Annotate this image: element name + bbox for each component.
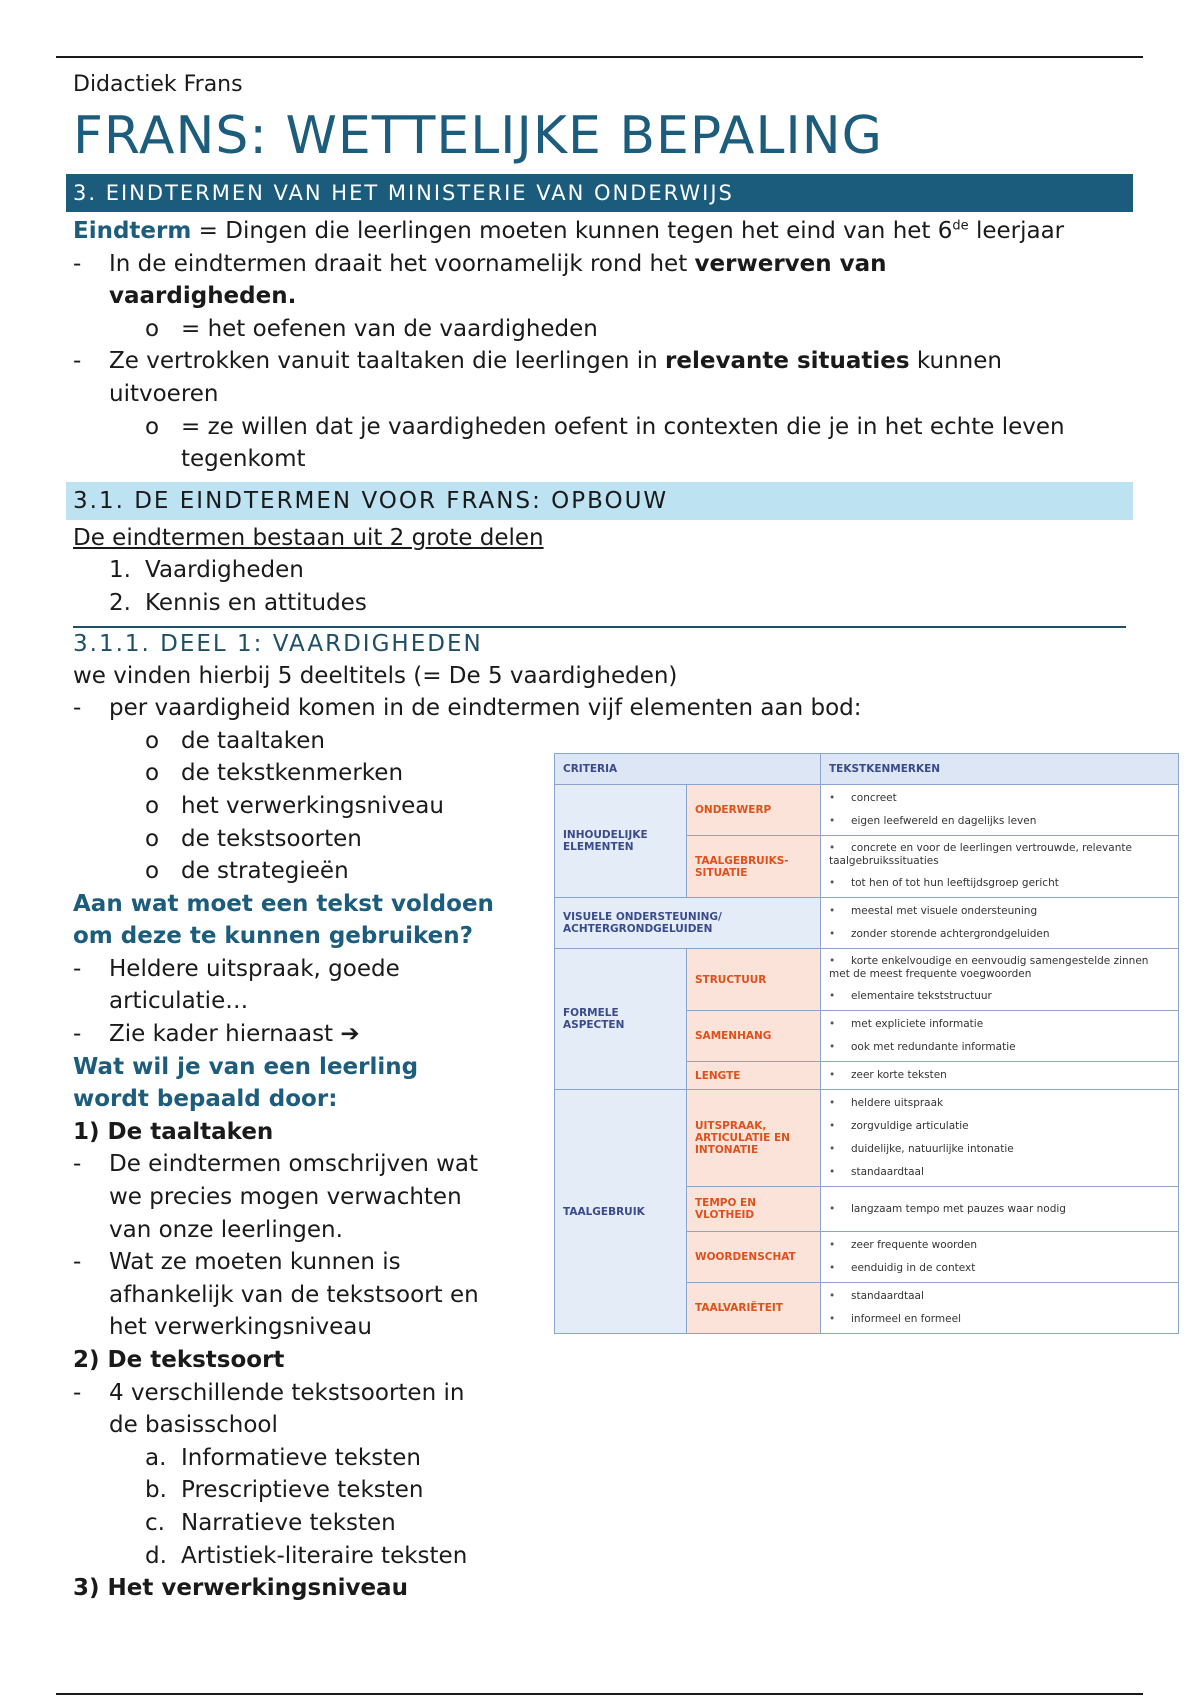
desc-line: [829, 1234, 1170, 1257]
table-row: [555, 949, 1179, 1011]
desc-text: eenduidig in de context: [851, 1262, 976, 1274]
bullet-dot: •: [829, 928, 836, 940]
bullet-text-end: kunnen: [909, 348, 1002, 375]
letter-marker: a.: [145, 1444, 167, 1471]
sub-tempo: TEMPO EN VLOTHEID: [687, 1187, 821, 1232]
text-type-item: [73, 1474, 533, 1507]
element-text: de taaltaken: [181, 727, 325, 754]
dash-marker: -: [73, 955, 82, 982]
dash-marker: -: [73, 695, 82, 722]
section-3-1-intro: De eindtermen bestaan uit 2 grote delen: [73, 524, 544, 551]
text-type-item: [73, 1507, 533, 1540]
sub-bullet-oefenen: [73, 313, 1133, 346]
bullet-dot: •: [829, 1166, 836, 1178]
letter-marker: b.: [145, 1477, 167, 1504]
bullet-text-cont: het verwerkingsniveau: [109, 1314, 372, 1341]
desc-line: [829, 923, 1170, 946]
bullet-text: De eindtermen omschrijven wat: [109, 1151, 479, 1178]
list-number: 1.: [109, 557, 131, 584]
bullet-text-cont: de basisschool: [109, 1412, 278, 1439]
desc-line: [829, 810, 1170, 833]
desc-woordenschat: [821, 1232, 1179, 1283]
header-tekstkenmerken: TEKSTKENMERKEN: [821, 754, 1179, 785]
element-text: de tekstkenmerken: [181, 760, 404, 787]
question-heading-2: [73, 1051, 533, 1116]
desc-line: [829, 787, 1170, 810]
question-line: wordt bepaald door:: [73, 1086, 338, 1113]
sub-situatie: TAALGEBRUIKS-SITUATIE: [687, 836, 821, 898]
bullet-text: Heldere uitspraak, goede: [109, 955, 400, 982]
bullet-dot: •: [829, 1069, 836, 1081]
desc-line: [829, 1161, 1170, 1184]
bullet-uitspraak: [73, 953, 533, 1018]
desc-line: [829, 872, 1170, 895]
bullet-bold: relevante situaties: [665, 348, 910, 375]
criteria-table: [554, 753, 1179, 1334]
desc-text: zeer frequente woorden: [851, 1239, 978, 1251]
table-row: [555, 785, 1179, 836]
bullet-text-cont: afhankelijk van de tekstsoort en: [109, 1281, 479, 1308]
desc-text: zeer korte teksten: [851, 1069, 947, 1081]
table-row: [555, 1090, 1179, 1187]
desc-line: [829, 1092, 1170, 1115]
sub-woordenschat: WOORDENSCHAT: [687, 1232, 821, 1283]
dash-marker: -: [73, 1379, 82, 1406]
desc-text: tot hen of tot hun leeftijdsgroep gericht: [851, 877, 1059, 889]
desc-lengte: [821, 1062, 1179, 1090]
section-3-heading: 3. EINDTERMEN VAN HET MINISTERIE VAN ONDERWIJS: [66, 174, 1133, 212]
bullet-omschrijven: [73, 1148, 533, 1246]
bullet-zie-kader: [73, 1018, 533, 1051]
bullet-dot: •: [829, 1097, 836, 1109]
section-3-1-1-heading: 3.1.1. DEEL 1: VAARDIGHEDEN: [73, 626, 1126, 660]
desc-text: zorgvuldige articulatie: [851, 1120, 969, 1132]
eindterm-definition: [73, 215, 1133, 248]
bottom-rule: [56, 1693, 1143, 1695]
left-column: [73, 888, 533, 1605]
bullet-text-cont: van onze leerlingen.: [109, 1216, 343, 1243]
course-name: Didactiek Frans: [73, 72, 243, 97]
sub-onderwerp: ONDERWERP: [687, 785, 821, 836]
desc-line: [829, 838, 1170, 872]
desc-text: informeel en formeel: [851, 1313, 961, 1325]
bullet-dot: •: [829, 1018, 836, 1030]
dash-marker: -: [73, 348, 82, 375]
bullet-bold: verwerven van: [694, 250, 887, 277]
desc-line: [829, 1138, 1170, 1161]
page-title: FRANS: WETTELIJKE BEPALING: [73, 106, 883, 166]
desc-line: [829, 985, 1170, 1008]
bullet-dot: •: [829, 905, 836, 917]
dash-marker: -: [73, 1249, 82, 1276]
dash-marker: -: [73, 1151, 82, 1178]
top-rule: [56, 56, 1143, 58]
desc-tempo: [821, 1187, 1179, 1232]
bullet-situaties: [73, 345, 1133, 410]
text-type-text: Artistiek-literaire teksten: [181, 1542, 468, 1569]
list-item-text: Kennis en attitudes: [145, 589, 367, 616]
question-heading-1: [73, 888, 533, 953]
desc-text: concreet: [851, 792, 897, 804]
sub-marker: o: [145, 792, 160, 819]
sub-structuur: STRUCTUUR: [687, 949, 821, 1011]
section-3-1-1-intro: we vinden hierbij 5 deeltitels (= De 5 vaardigheden): [73, 662, 678, 689]
bullet-text: Wat ze moeten kunnen is: [109, 1249, 401, 1276]
desc-text: langzaam tempo met pauzes waar nodig: [851, 1202, 1066, 1215]
text-type-item: [73, 1442, 533, 1475]
bullet-dot: •: [829, 877, 836, 889]
bullet-dot: •: [829, 1290, 836, 1302]
definition-text-end: leerjaar: [968, 218, 1065, 244]
text-type-item: [73, 1540, 533, 1573]
bullet-vaardigheden: [73, 248, 1133, 313]
desc-line: [829, 1198, 1170, 1221]
bullet-tekstsoorten: [73, 1377, 533, 1442]
desc-uitspraak: [821, 1090, 1179, 1187]
desc-structuur: [821, 949, 1179, 1011]
bullet-dot: •: [829, 1120, 836, 1132]
element-text: de tekstsoorten: [181, 825, 362, 852]
bullet-text-cont: articulatie…: [109, 988, 249, 1015]
desc-text: met expliciete informatie: [851, 1018, 984, 1030]
bullet-text-cont: uitvoeren: [109, 380, 219, 407]
bullet-dot: •: [829, 842, 836, 854]
sub-samenhang: SAMENHANG: [687, 1011, 821, 1062]
desc-line: [829, 1013, 1170, 1036]
sub-marker: o: [145, 413, 160, 440]
bullet-dot: •: [829, 815, 836, 827]
bullet-dot: •: [829, 1202, 836, 1215]
bullet-dot: •: [829, 1239, 836, 1251]
element-text: de strategieën: [181, 858, 349, 885]
bullet-dot: •: [829, 1041, 836, 1053]
sub-bullet-text: = het oefenen van de vaardigheden: [181, 315, 598, 342]
bullet-text: Zie kader hiernaast ➔: [109, 1021, 360, 1048]
list-item: [73, 587, 1133, 620]
bullet-text: In de eindtermen draait het voornamelijk rond het: [109, 250, 695, 277]
desc-onderwerp: [821, 785, 1179, 836]
sub-marker: o: [145, 858, 160, 885]
bullet-elementen: [73, 692, 1133, 725]
category-inhoud: INHOUDELIJKE ELEMENTEN: [555, 785, 687, 898]
bullet-text: Ze vertrokken vanuit taaltaken die leerlingen in: [109, 348, 666, 375]
desc-text: standaardtaal: [851, 1166, 924, 1178]
desc-text: heldere uitspraak: [851, 1097, 944, 1109]
category-formeel: FORMELE ASPECTEN: [555, 949, 687, 1090]
sub-taalvarieteit: TAALVARIËTEIT: [687, 1283, 821, 1334]
desc-text: zonder storende achtergrondgeluiden: [851, 928, 1050, 940]
list-number: 2.: [109, 589, 131, 616]
sub-marker: o: [145, 727, 160, 754]
question-line: om deze te kunnen gebruiken?: [73, 923, 473, 950]
text-type-text: Informatieve teksten: [181, 1444, 421, 1471]
table-header-row: [555, 754, 1179, 785]
desc-text: duidelijke, natuurlijke intonatie: [851, 1143, 1014, 1155]
desc-line: [829, 1257, 1170, 1280]
text-type-text: Prescriptieve teksten: [181, 1477, 424, 1504]
desc-line: [829, 1036, 1170, 1059]
desc-taalvarieteit: [821, 1283, 1179, 1334]
desc-samenhang: [821, 1011, 1179, 1062]
sub-marker: o: [145, 315, 160, 342]
dash-marker: -: [73, 1021, 82, 1048]
bullet-dot: •: [829, 1313, 836, 1325]
table-row: [555, 898, 1179, 949]
list-item: [73, 554, 1133, 587]
bullet-text-cont: we precies mogen verwachten: [109, 1184, 462, 1211]
section-3-1-heading: 3.1. DE EINDTERMEN VOOR FRANS: OPBOUW: [66, 482, 1133, 520]
sub-uitspraak: UITSPRAAK, ARTICULATIE EN INTONATIE: [687, 1090, 821, 1187]
letter-marker: d.: [145, 1542, 167, 1569]
bullet-dot: •: [829, 792, 836, 804]
desc-line: [829, 1115, 1170, 1138]
question-line: Aan wat moet een tekst voldoen: [73, 890, 494, 917]
sub-bullet-text-cont: tegenkomt: [181, 446, 306, 473]
letter-marker: c.: [145, 1509, 165, 1536]
header-criteria: CRITERIA: [555, 754, 821, 785]
desc-text: standaardtaal: [851, 1290, 924, 1302]
sub-marker: o: [145, 825, 160, 852]
desc-text: meestal met visuele ondersteuning: [851, 905, 1038, 917]
category-visueel: VISUELE ONDERSTEUNING/ ACHTERGRONDGELUIDEN: [555, 898, 821, 949]
sub-lengte: LENGTE: [687, 1062, 821, 1090]
category-taal: TAALGEBRUIK: [555, 1090, 687, 1334]
sub-bullet-text: = ze willen dat je vaardigheden oefent in contexten die je in het echte leven: [181, 413, 1065, 440]
sub-bullet-contexten: [73, 411, 1133, 476]
definition-sup: de: [952, 218, 969, 234]
desc-visueel: [821, 898, 1179, 949]
list-item-text: Vaardigheden: [145, 557, 304, 584]
desc-line: [829, 1285, 1170, 1308]
desc-text: concrete en voor de leerlingen vertrouwde, relevante taalgebruikssituaties: [829, 842, 1132, 867]
desc-text: ook met redundante informatie: [851, 1041, 1016, 1053]
desc-text: elementaire tekststructuur: [851, 990, 992, 1002]
bullet-dot: •: [829, 1143, 836, 1155]
question-line: Wat wil je van een leerling: [73, 1053, 419, 1080]
bullet-dot: •: [829, 1262, 836, 1274]
desc-text: eigen leefwereld en dagelijks leven: [851, 815, 1037, 827]
bullet-dot: •: [829, 990, 836, 1002]
definition-term: Eindterm: [73, 218, 192, 244]
bullet-text: per vaardigheid komen in de eindtermen vijf elementen aan bod:: [109, 695, 862, 722]
desc-text: korte enkelvoudige en eenvoudig samengestelde zinnen met de meest frequente voegwoorden: [829, 955, 1149, 980]
desc-line: [829, 1308, 1170, 1331]
desc-line: [829, 951, 1170, 985]
sub-marker: o: [145, 760, 160, 787]
bullet-dot: •: [829, 955, 836, 967]
point-3-heading: 3) Het verwerkingsniveau: [73, 1575, 408, 1602]
element-text: het verwerkingsniveau: [181, 792, 444, 819]
point-2-heading: 2) De tekstsoort: [73, 1347, 285, 1373]
desc-line: [829, 900, 1170, 923]
dash-marker: -: [73, 250, 82, 277]
point-1-heading: 1) De taaltaken: [73, 1118, 274, 1145]
bullet-afhankelijk: [73, 1246, 533, 1344]
desc-situatie: [821, 836, 1179, 898]
desc-line: [829, 1064, 1170, 1087]
bullet-bold-cont: vaardigheden.: [109, 283, 297, 310]
bullet-text: 4 verschillende tekstsoorten in: [109, 1379, 465, 1406]
definition-text: = Dingen die leerlingen moeten kunnen tegen het eind van het 6: [191, 218, 953, 244]
text-type-text: Narratieve teksten: [181, 1509, 396, 1536]
